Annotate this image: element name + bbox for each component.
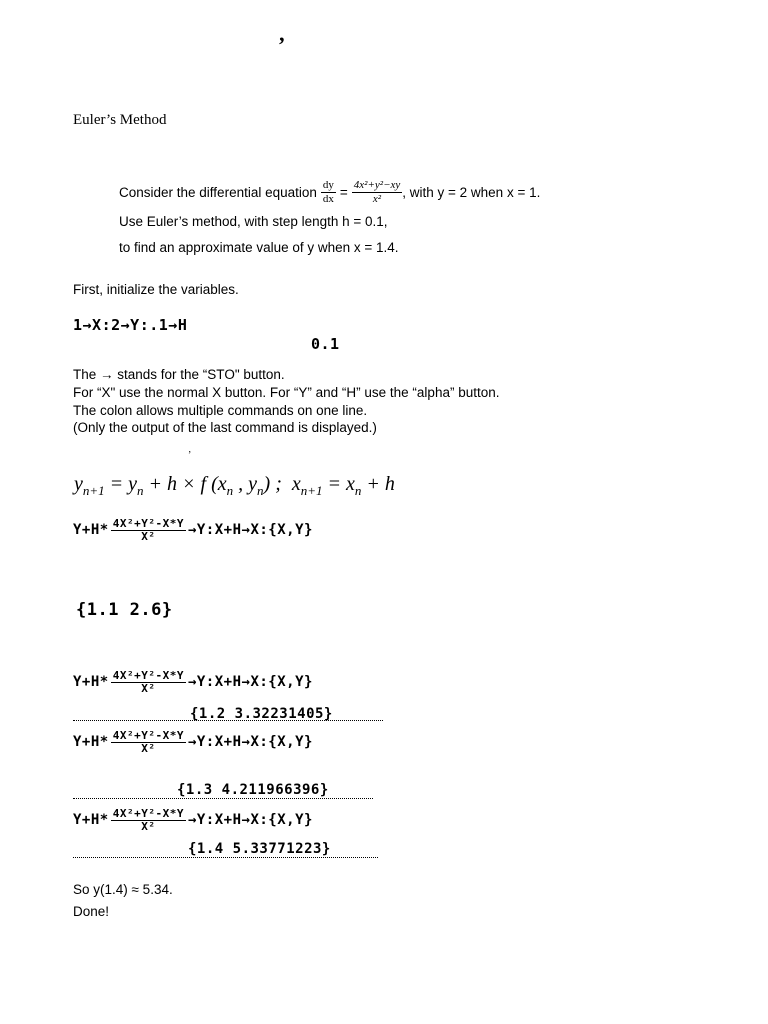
calc-expr-fraction — [111, 730, 186, 755]
stray-comma-mark: ’ — [278, 32, 286, 57]
problem-line-1-prefix: Consider the differential equation — [119, 184, 317, 200]
calc-expr-suffix: →Y:X+H→X:{X,Y} — [187, 674, 313, 691]
calc-expression-2 — [73, 670, 313, 695]
euler-formula-rendered: $y_{n+1} = y_n + h \times f$ ($x_n$ , $y_n$) ; $x_{n+1} = x_n + h$ — [74, 473, 395, 498]
problem-line-3: to find an approximate value of y when x = 1.4. — [119, 240, 399, 255]
result-4: {1.4 5.33771223} — [188, 841, 331, 857]
result-1: {1.1 2.6} — [76, 600, 173, 620]
calc-expr-suffix: →Y:X+H→X:{X,Y} — [187, 522, 313, 539]
page-title: Euler’s Method — [73, 112, 167, 128]
dx-denominator: dx — [322, 192, 334, 205]
init-output: 0.1 — [311, 335, 340, 353]
calc-expr-suffix: →Y:X+H→X:{X,Y} — [187, 734, 313, 751]
note-sto: The → stands for the “STO" button. — [73, 367, 285, 382]
calc-expression-3 — [73, 730, 313, 755]
calc-expr-fraction — [111, 808, 186, 833]
init-intro: First, initialize the variables. — [73, 282, 239, 297]
calc-expr-suffix: →Y:X+H→X:{X,Y} — [187, 812, 313, 829]
init-command: 1→X:2→Y:.1→H — [73, 316, 188, 334]
euler-formula — [74, 473, 395, 499]
conclusion-line-2: Done! — [73, 904, 110, 919]
calc-expr-prefix: Y+H* — [73, 674, 109, 691]
rhs-denominator: x² — [372, 192, 382, 205]
calc-expr-fraction — [111, 670, 186, 695]
result-2: {1.2 3.32231405} — [190, 706, 333, 722]
calc-expr-numerator: 4X²+Y²-X*Y — [112, 669, 184, 682]
rhs-fraction — [352, 180, 402, 205]
problem-line-1-suffix: , with y = 2 when x = 1. — [402, 184, 541, 200]
calc-expression-4 — [73, 808, 313, 833]
calc-expr-denominator: X² — [141, 681, 156, 695]
calc-expr-denominator: X² — [141, 529, 156, 543]
equals-sign: = — [339, 184, 348, 200]
calc-expr-prefix: Y+H* — [73, 812, 109, 829]
dotted-separator — [73, 798, 373, 799]
problem-line-2: Use Euler’s method, with step length h = 0.1, — [119, 214, 388, 229]
dy-dx-fraction — [321, 180, 336, 205]
note-output: (Only the output of the last command is displayed.) — [73, 420, 377, 435]
calc-expr-denominator: X² — [141, 819, 156, 833]
note-buttons: For “X" use the normal X button. For “Y” and “H” use the “alpha” button. — [73, 385, 500, 400]
calc-expression-1 — [73, 518, 313, 543]
calc-expr-numerator: 4X²+Y²-X*Y — [112, 729, 184, 742]
stray-mark-mid: ’ — [188, 450, 192, 461]
calc-expr-fraction — [111, 518, 186, 543]
dy-numerator: dy — [322, 179, 334, 191]
problem-line-1 — [119, 180, 540, 205]
calc-expr-numerator: 4X²+Y²-X*Y — [112, 807, 184, 820]
rhs-numerator: 4x²+y²−xy — [353, 179, 401, 191]
calc-expr-prefix: Y+H* — [73, 522, 109, 539]
conclusion-line-1: So y(1.4) ≈ 5.34. — [73, 882, 173, 897]
dotted-separator — [73, 857, 378, 858]
result-3: {1.3 4.211966396} — [177, 782, 329, 798]
calc-expr-prefix: Y+H* — [73, 734, 109, 751]
note-colon: The colon allows multiple commands on one line. — [73, 403, 368, 418]
calc-expr-numerator: 4X²+Y²-X*Y — [112, 517, 184, 530]
calc-expr-denominator: X² — [141, 741, 156, 755]
